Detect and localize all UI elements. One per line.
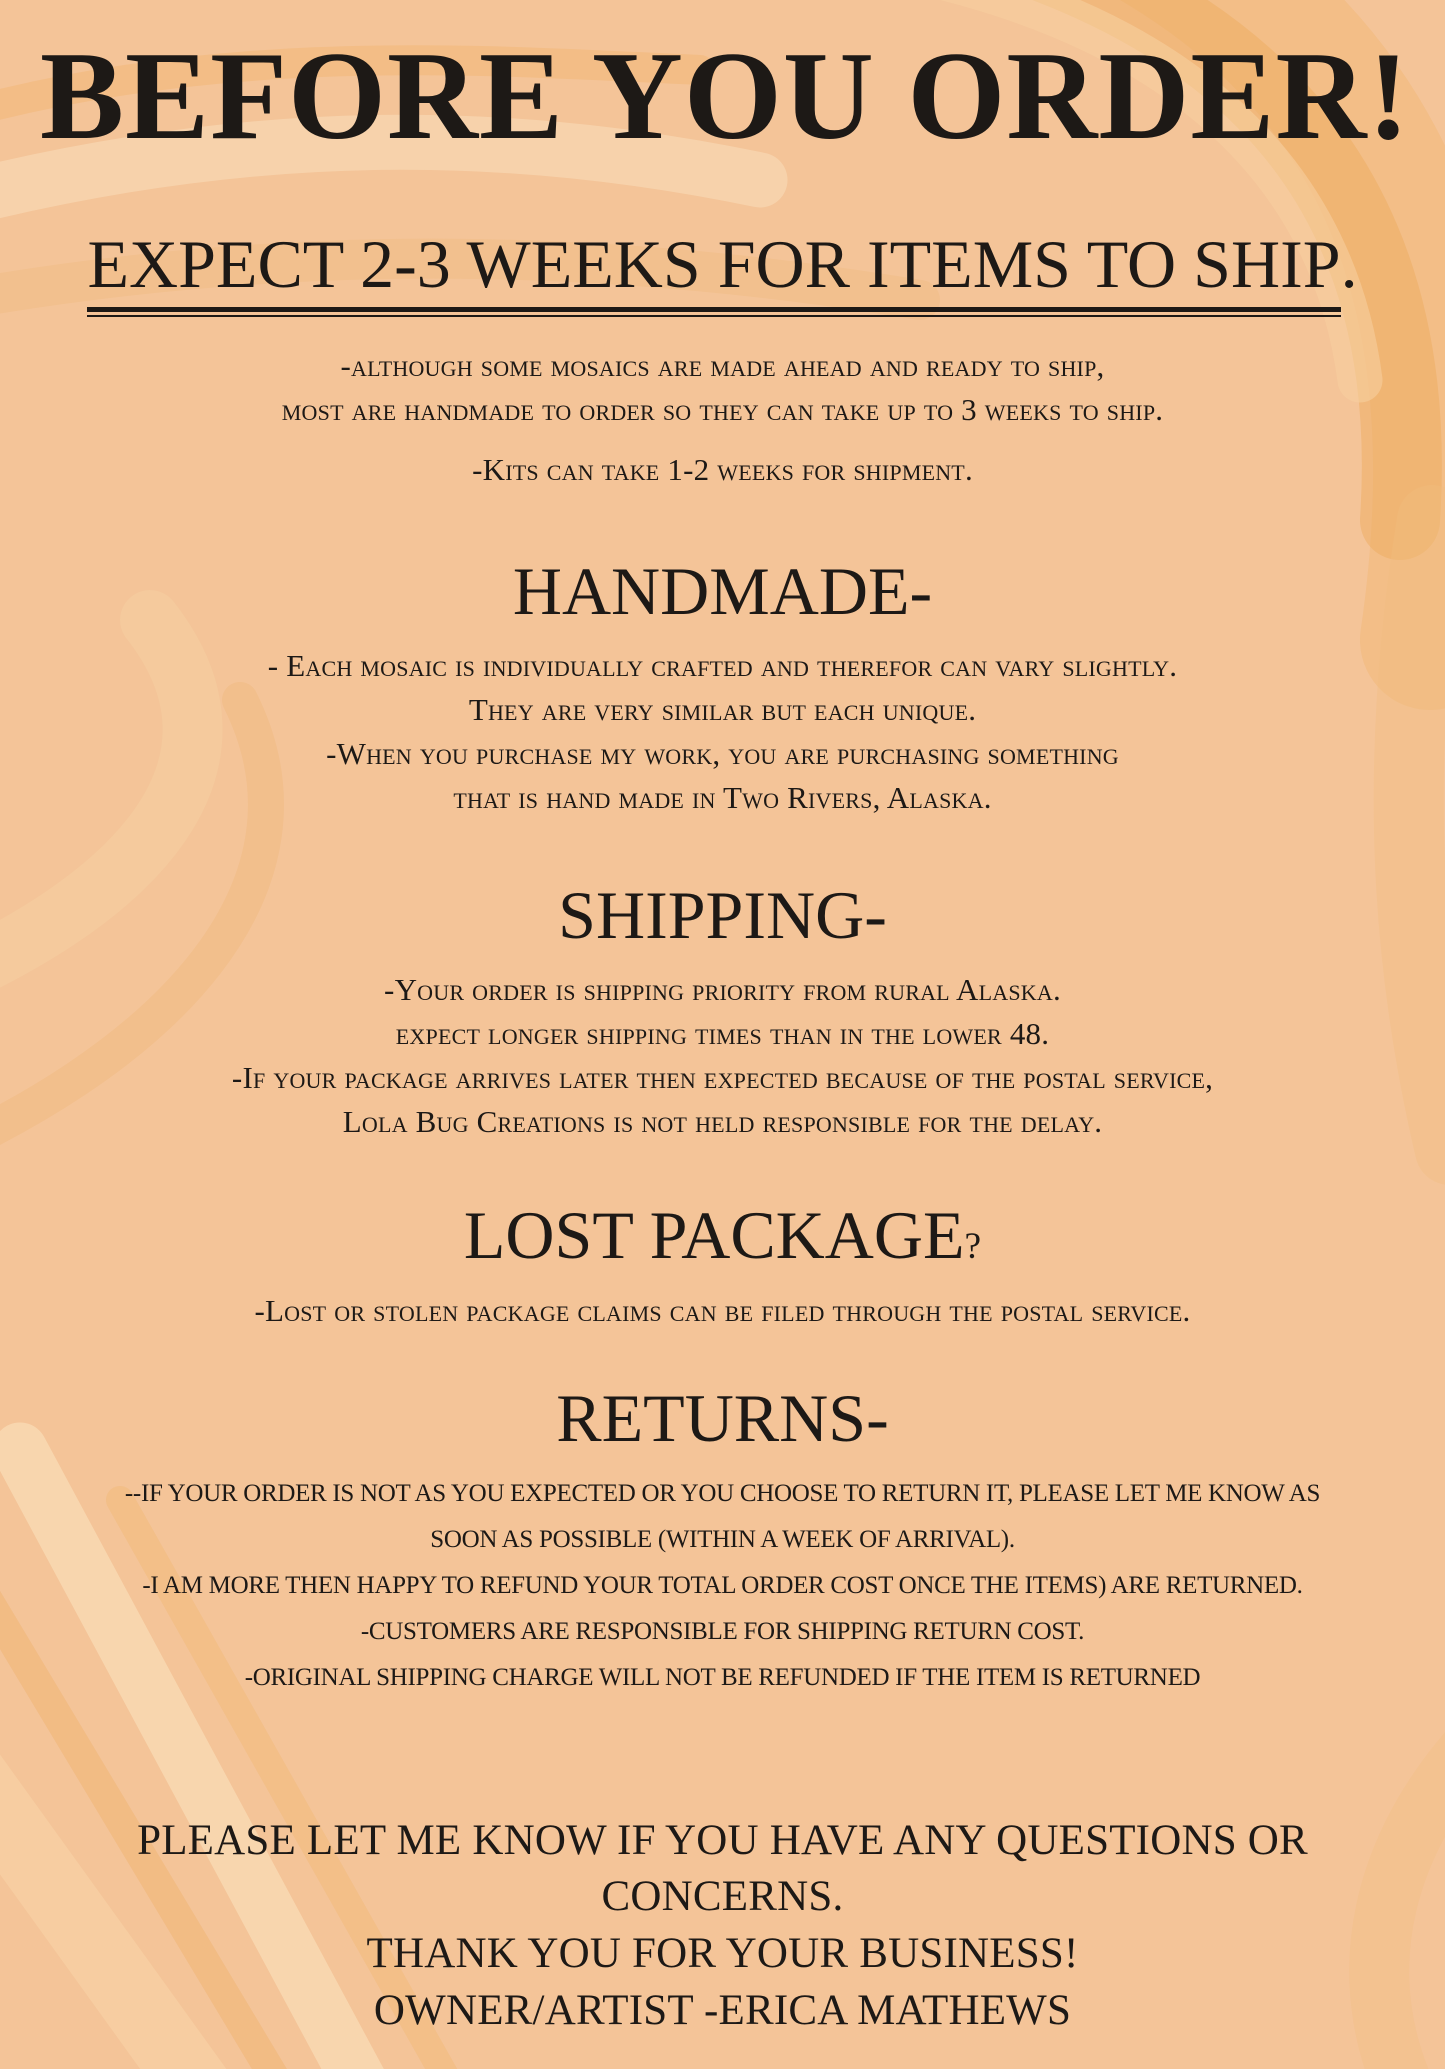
body-line: -When you purchase my work, you are purchasing something bbox=[326, 736, 1119, 772]
section-body bbox=[40, 644, 1405, 820]
section-handmade bbox=[40, 552, 1405, 820]
body-line: -although some mosaics are made ahead and ready to ship, bbox=[340, 347, 1105, 383]
body-line: - Each mosaic is individually crafted and therefor can vary slightly. bbox=[267, 648, 1178, 684]
section-body bbox=[40, 1289, 1405, 1333]
heading-underlined-text: EXPECT 2-3 WEEKS FOR ITEMS TO SHIP bbox=[87, 225, 1340, 312]
footer-line: OWNER/ARTIST -ERICA MATHEWS bbox=[373, 1986, 1072, 2034]
body-line: -CUSTOMERS ARE RESPONSIBLE FOR SHIPPING RETURN COST. bbox=[360, 1617, 1085, 1645]
heading-text: LOST PACKAGE bbox=[463, 1197, 965, 1274]
body-line: -I AM MORE THEN HAPPY TO REFUND YOUR TOTAL ORDER COST ONCE THE ITEMS) ARE RETURNED. bbox=[142, 1571, 1303, 1599]
poster-footer bbox=[40, 1813, 1405, 2040]
footer-line: THANK YOU FOR YOUR BUSINESS! bbox=[366, 1930, 1079, 1978]
section-body bbox=[40, 968, 1405, 1144]
section-lost-package bbox=[40, 1196, 1405, 1332]
section-heading-expect bbox=[40, 225, 1405, 312]
body-line: that is hand made in Two Rivers, Alaska. bbox=[453, 780, 992, 816]
section-expect-ship-time bbox=[40, 225, 1405, 492]
section-heading-lost-package bbox=[40, 1196, 1405, 1274]
body-line: They are very similar but each unique. bbox=[468, 692, 977, 728]
body-line: Lola Bug Creations is not held responsible for the delay. bbox=[342, 1104, 1103, 1140]
section-heading-shipping bbox=[40, 876, 1405, 954]
section-returns bbox=[40, 1379, 1405, 1701]
body-line: most are handmade to order so they can take up to 3 weeks to ship. bbox=[281, 391, 1164, 427]
body-line: --IF YOUR ORDER IS NOT AS YOU EXPECTED OR YOU CHOOSE TO RETURN IT, PLEASE LET ME KNOW AS bbox=[124, 1479, 1321, 1507]
section-heading-handmade bbox=[40, 552, 1405, 630]
section-body bbox=[40, 344, 1405, 492]
section-body bbox=[40, 1471, 1405, 1701]
poster-title: BEFORE YOU ORDER! bbox=[40, 27, 1411, 166]
body-line: -ORIGINAL SHIPPING CHARGE WILL NOT BE REFUNDED IF THE ITEM IS RETURNED bbox=[244, 1663, 1201, 1691]
section-shipping bbox=[40, 876, 1405, 1144]
heading-text: RETURNS- bbox=[556, 1379, 889, 1456]
body-line: SOON AS POSSIBLE (WITHIN A WEEK OF ARRIVAL). bbox=[430, 1525, 1015, 1553]
heading-suffix: ? bbox=[964, 1226, 982, 1268]
footer-line: PLEASE LET ME KNOW IF YOU HAVE ANY QUESTIONS OR bbox=[137, 1816, 1308, 1864]
body-line: expect longer shipping times than in the lower 48. bbox=[395, 1016, 1050, 1052]
heading-suffix: . bbox=[1340, 225, 1358, 302]
section-heading-returns bbox=[40, 1379, 1405, 1457]
heading-text: SHIPPING- bbox=[558, 877, 887, 954]
footer-line: CONCERNS. bbox=[601, 1873, 844, 1921]
body-line: -Kits can take 1-2 weeks for shipment. bbox=[472, 451, 973, 487]
body-line: -Your order is shipping priority from rural Alaska. bbox=[384, 972, 1061, 1008]
heading-text: HANDMADE- bbox=[512, 552, 933, 629]
body-line: -Lost or stolen package claims can be filed through the postal service. bbox=[254, 1292, 1191, 1328]
body-line: -If your package arrives later then expected because of the postal service, bbox=[231, 1060, 1214, 1096]
